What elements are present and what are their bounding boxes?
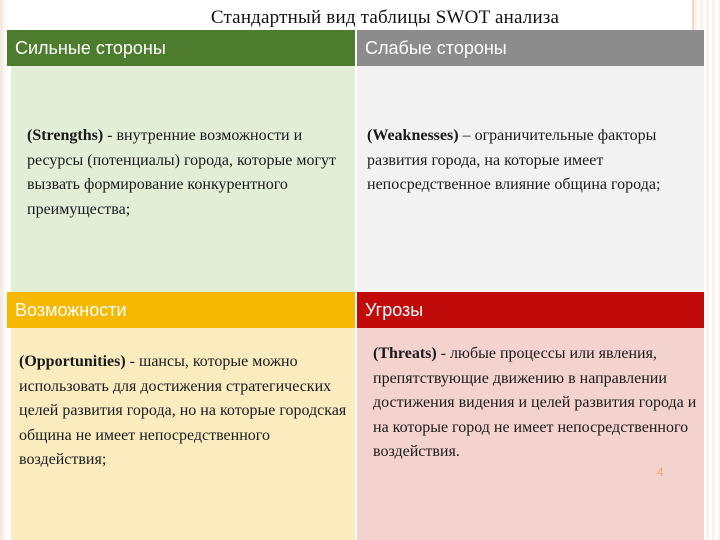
weaknesses-header: Слабые стороны bbox=[357, 30, 704, 66]
swot-table bbox=[7, 30, 704, 540]
threats-header: Угрозы bbox=[357, 292, 704, 328]
weaknesses-text: – ограничительные факторы развития города, на которые имеет непосредственное влияние община города; bbox=[367, 127, 661, 193]
opportunities-text: - шансы, которые можно использовать для достижения стратегических целей развития города, но на которые городская община не имеет непосредственного воздействия; bbox=[19, 353, 347, 468]
opportunities-term: (Opportunities) bbox=[19, 353, 126, 370]
threats-cell bbox=[357, 328, 704, 540]
opportunities-cell bbox=[11, 328, 355, 540]
threats-term: (Threats) bbox=[373, 345, 437, 362]
weaknesses-term: (Weaknesses) bbox=[367, 127, 459, 144]
threats-text: - любые процессы или явления, препятствующие движению в направлении достижения видения и целей развития города и на которые город не имеет непосредственного воздействия. bbox=[373, 345, 697, 460]
opportunities-header: Возможности bbox=[7, 292, 355, 328]
page-number: 4 bbox=[657, 465, 664, 479]
strengths-header: Сильные стороны bbox=[7, 30, 355, 66]
slide-title: Стандартный вид таблицы SWOT анализа bbox=[210, 7, 560, 28]
strengths-term: (Strengths) bbox=[27, 127, 104, 144]
strengths-cell bbox=[11, 66, 355, 318]
weaknesses-cell bbox=[357, 66, 704, 318]
left-edge-decoration bbox=[0, 0, 7, 540]
strengths-text: - внутренние возможности и ресурсы (потенциалы) города, которые могут вызвать формирование конкурентного преимущества; bbox=[27, 127, 337, 218]
